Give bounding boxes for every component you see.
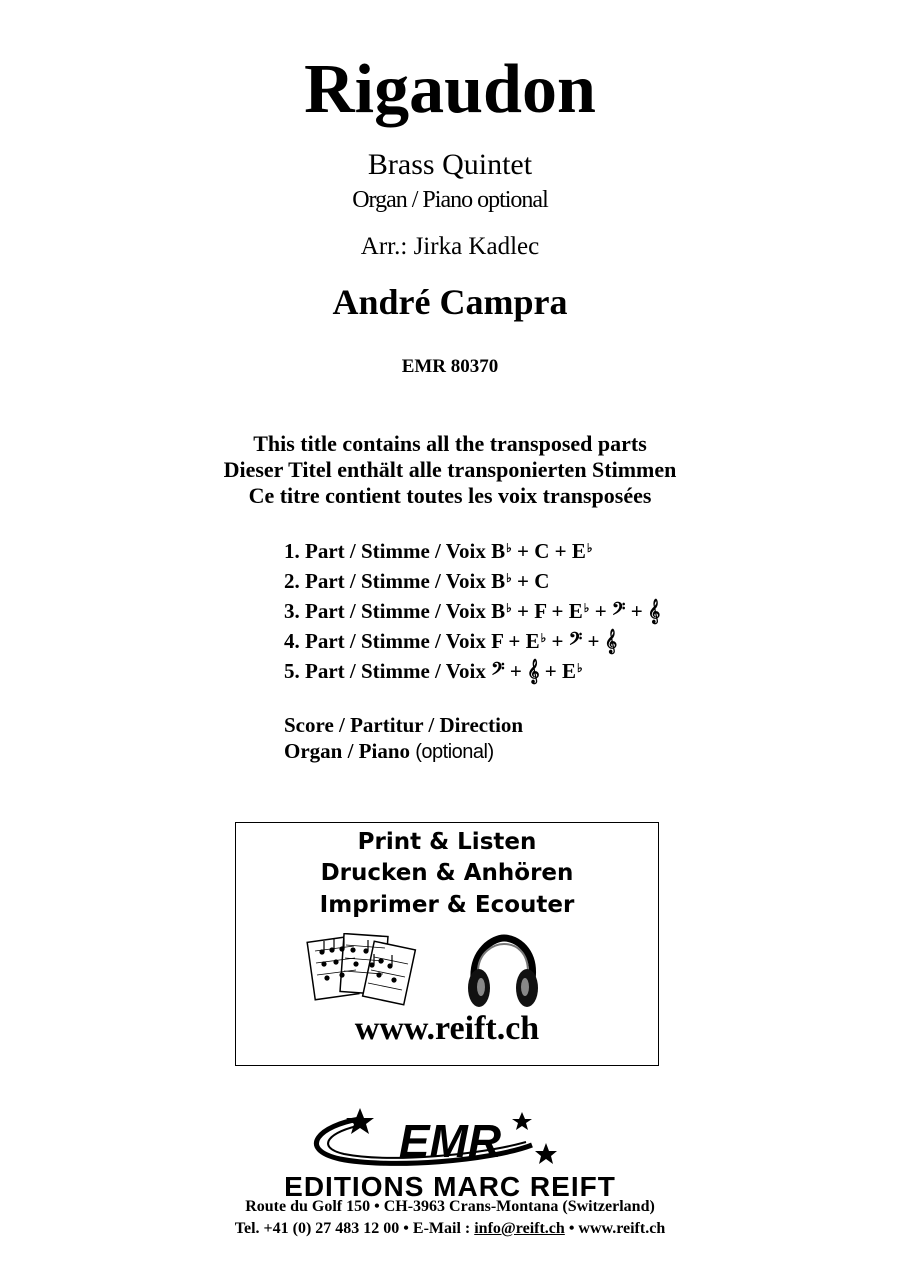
contact-email-link[interactable]: info@reift.ch — [474, 1220, 565, 1237]
score-label: Score / Partitur / Direction — [284, 713, 524, 737]
flat-sign: ♭ — [583, 601, 590, 615]
catalog-number: EMR 80370 — [401, 356, 499, 377]
contact-phone: Tel. +41 (0) 27 483 12 00 • E-Mail : — [234, 1220, 475, 1237]
flat-sign: ♭ — [506, 541, 512, 555]
part-row: 1. Part / Stimme / Voix B♭ + C + E♭ — [284, 539, 593, 563]
part-voice: E — [561, 659, 576, 683]
part-voice: 𝄞 — [527, 659, 540, 683]
title: Rigaudon — [304, 51, 596, 128]
part-voice: E — [568, 599, 583, 623]
score-line — [284, 712, 523, 738]
organ-label: Organ / Piano — [284, 739, 411, 763]
publisher-address: Route du Golf 150 • CH-3963 Crans-Montana (Switzerland) — [245, 1198, 655, 1215]
flat-sign: ♭ — [586, 541, 593, 555]
sheet-music-icon — [306, 933, 421, 1008]
info-line-de: Dieser Titel enthält alle transponierten Stimmen — [223, 457, 677, 482]
part-voice: 𝄢 — [568, 629, 583, 653]
part-voice: 𝄞 — [647, 599, 661, 623]
info-line-en: This title contains all the transposed parts — [253, 431, 647, 456]
arranger: Arr.: Jirka Kadlec — [360, 233, 540, 260]
promo-line-fr: Imprimer & Ecouter — [319, 892, 575, 918]
parts-list — [284, 534, 660, 684]
promo-line-en: Print & Listen — [357, 829, 537, 855]
optional-note: Organ / Piano optional — [352, 187, 548, 213]
part-voice: F — [534, 599, 547, 623]
emr-logo — [300, 1105, 600, 1173]
part-row: 3. Part / Stimme / Voix B♭ + F + E♭ + 𝄢 + 𝄞 — [284, 599, 661, 623]
part-label: 1. Part / Stimme / Voix — [284, 539, 486, 563]
part-voice: 𝄢 — [611, 599, 626, 623]
part-voice: 𝄢 — [491, 659, 505, 683]
promo-line-de: Drucken & Anhören — [320, 860, 574, 886]
part-voice: E — [571, 539, 586, 563]
flat-sign: ♭ — [506, 571, 512, 585]
part-row: 5. Part / Stimme / Voix 𝄢 + 𝄞 + E♭ — [284, 659, 583, 683]
part-label: 2. Part / Stimme / Voix — [284, 569, 486, 593]
part-voice: 𝄞 — [604, 629, 618, 653]
headphones-icon — [464, 934, 542, 1012]
part-label: 5. Part / Stimme / Voix — [284, 659, 486, 683]
organ-optional-note: (optional) — [415, 741, 494, 763]
subtitle: Brass Quintet — [367, 148, 533, 181]
part-voice: C — [534, 539, 550, 563]
part-voice: B — [491, 539, 506, 563]
flat-sign: ♭ — [540, 631, 547, 645]
part-label: 4. Part / Stimme / Voix — [284, 629, 486, 653]
organ-line — [284, 738, 523, 764]
part-row: 4. Part / Stimme / Voix F + E♭ + 𝄢 + 𝄞 — [284, 629, 618, 653]
promo-url[interactable]: www.reift.ch — [354, 1010, 540, 1047]
extras-list — [284, 712, 523, 764]
part-voice: F — [491, 629, 504, 653]
part-voice: C — [534, 569, 550, 593]
composer: André Campra — [332, 282, 568, 322]
contact-website: • www.reift.ch — [564, 1220, 666, 1237]
part-label: 3. Part / Stimme / Voix — [284, 599, 486, 623]
part-row: 2. Part / Stimme / Voix B♭ + C — [284, 569, 550, 593]
publisher-contact — [0, 1219, 900, 1239]
part-voice: B — [491, 599, 506, 623]
print-listen-box — [235, 822, 659, 1066]
flat-sign: ♭ — [576, 661, 583, 675]
logo-text: EMR — [398, 1115, 502, 1167]
info-line-fr: Ce titre contient toutes les voix transposées — [248, 483, 652, 508]
part-voice: B — [491, 569, 506, 593]
info-block — [0, 431, 900, 509]
publisher-name: EDITIONS MARC REIFT — [284, 1171, 616, 1202]
flat-sign: ♭ — [506, 601, 512, 615]
part-voice: E — [525, 629, 540, 653]
